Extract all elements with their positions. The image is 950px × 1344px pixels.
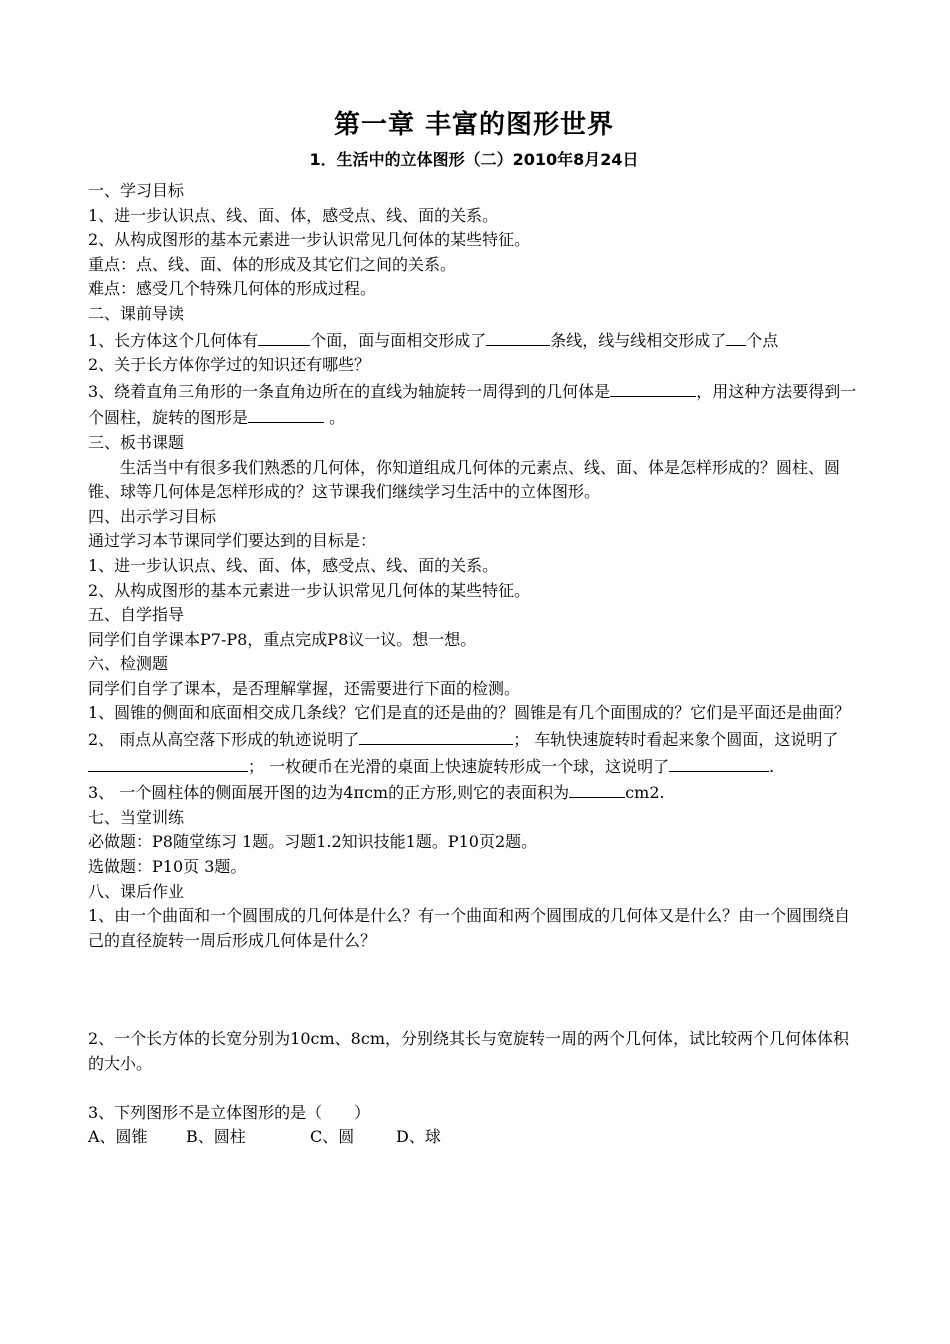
section-heading-objectives: 四、出示学习目标 [88, 506, 217, 526]
preview-question-2: 2、关于长方体你学过的知识还有哪些？ [88, 355, 371, 375]
fill-blank[interactable] [248, 404, 324, 423]
chapter-title: 第一章 丰富的图形世界 [333, 110, 615, 140]
question-text: ； 车轨快速旋转时看起来象个圆面，这说明了 [513, 730, 839, 750]
option-d[interactable]: D、球 [396, 1127, 441, 1147]
fill-blank[interactable] [610, 378, 696, 397]
answer-space [88, 1077, 860, 1101]
option-b[interactable]: B、圆柱 [186, 1127, 246, 1147]
question-text: ，用这种方法要得到一个圆柱，旋转的图形是 [88, 381, 857, 428]
section-heading-goals: 一、学习目标 [88, 181, 185, 200]
objective-intro: 通过学习本节课同学们要达到的目标是： [88, 531, 377, 551]
fill-blank[interactable] [359, 726, 513, 745]
option-c[interactable]: C、圆 [310, 1127, 355, 1147]
option-a[interactable]: A、圆锥 [88, 1127, 148, 1147]
section-heading-preview: 二、课前导读 [88, 303, 185, 323]
question-text: 3、绕着直角三角形的一条直角边所在的直线为轴旋转一周得到的几何体是 [88, 381, 611, 401]
question-text: 1、长方体这个几何体有 [88, 330, 259, 350]
question-text: 3、 一个圆柱体的侧面展开图的边为4πcm的正方形,则它的表面积为 [88, 783, 570, 803]
fill-blank[interactable] [726, 327, 746, 346]
key-point: 重点：点、线、面、体的形成及其它们之间的关系。 [88, 254, 457, 274]
objective-item: 2、从构成图形的基本元素进一步认识常见几何体的某些特征。 [88, 580, 531, 600]
test-question-3 [88, 779, 860, 806]
homework-question-1: 1、由一个曲面和一个圆围成的几何体是什么？有一个曲面和两个圆围成的几何体又是什么？由一个圆围绕自己的直径旋转一周后形成几何体是什么？ [88, 906, 851, 950]
lesson-subtitle: 1．生活中的立体图形（二）2010年8月24日 [309, 150, 639, 169]
preview-question-3 [88, 378, 860, 431]
section-heading-practice: 七、当堂训练 [88, 807, 185, 827]
fill-blank[interactable] [258, 327, 310, 346]
homework-question-2: 2、一个长方体的长宽分别为10cm、8cm，分别绕其长与宽旋转一周的两个几何体，试比较两个几何体体积的大小。 [88, 1029, 849, 1073]
selfstudy-text: 同学们自学课本P7-P8，重点完成P8议一议。想一想。 [88, 629, 477, 649]
fill-blank[interactable] [88, 753, 248, 772]
preview-question-1 [88, 327, 860, 354]
topic-paragraph: 生活当中有很多我们熟悉的几何体，你知道组成几何体的元素点、线、面、体是怎样形成的？圆柱、圆锥、球等几何体是怎样形成的？这节课我们继续学习生活中的立体图形。 [88, 457, 841, 502]
section-heading-topic: 三、板书课题 [88, 432, 185, 452]
section-heading-homework: 八、课后作业 [88, 881, 185, 901]
question-text: 2、 雨点从高空落下形成的轨迹说明了 [88, 730, 360, 750]
question-text: cm2. [625, 783, 665, 803]
fill-blank[interactable] [486, 327, 550, 346]
question-text: 条线，线与线相交形成了 [550, 330, 727, 350]
fill-blank[interactable] [569, 779, 625, 798]
test-intro: 同学们自学了课本，是否理解掌握，还需要进行下面的检测。 [88, 678, 521, 698]
goal-item: 2、从构成图形的基本元素进一步认识常见几何体的某些特征。 [88, 230, 531, 250]
objective-item: 1、进一步认识点、线、面、体，感受点、线、面的关系。 [88, 555, 499, 575]
question-text: 个点 [746, 330, 779, 350]
test-question-1: 1、圆锥的侧面和底面相交成几条线？它们是直的还是曲的？圆锥是有几个面围成的？它们是平面还是曲面？ [88, 703, 851, 723]
section-heading-test: 六、检测题 [88, 654, 169, 674]
required-exercises: 必做题：P8随堂练习 1题。习题1.2知识技能1题。P10页2题。 [88, 832, 538, 852]
goal-item: 1、进一步认识点、线、面、体，感受点、线、面的关系。 [88, 205, 499, 225]
homework-question-3: 3、下列图形不是立体图形的是（ ） [88, 1102, 371, 1122]
test-question-2 [88, 726, 860, 779]
answer-options [88, 1125, 860, 1150]
question-text: ； 一枚硬币在光滑的桌面上快速旋转形成一个球，这说明了 [248, 756, 670, 776]
section-heading-selfstudy: 五、自学指导 [88, 605, 185, 625]
optional-exercises: 选做题：P10页 3题。 [88, 857, 247, 877]
difficult-point: 难点：感受几个特殊几何体的形成过程。 [88, 279, 377, 299]
question-text: . [769, 756, 775, 776]
fill-blank[interactable] [669, 753, 769, 772]
question-text: 。 [324, 408, 346, 428]
answer-space [88, 953, 860, 1027]
question-text: 个面，面与面相交形成了 [310, 330, 487, 350]
worksheet-page [88, 105, 860, 1150]
